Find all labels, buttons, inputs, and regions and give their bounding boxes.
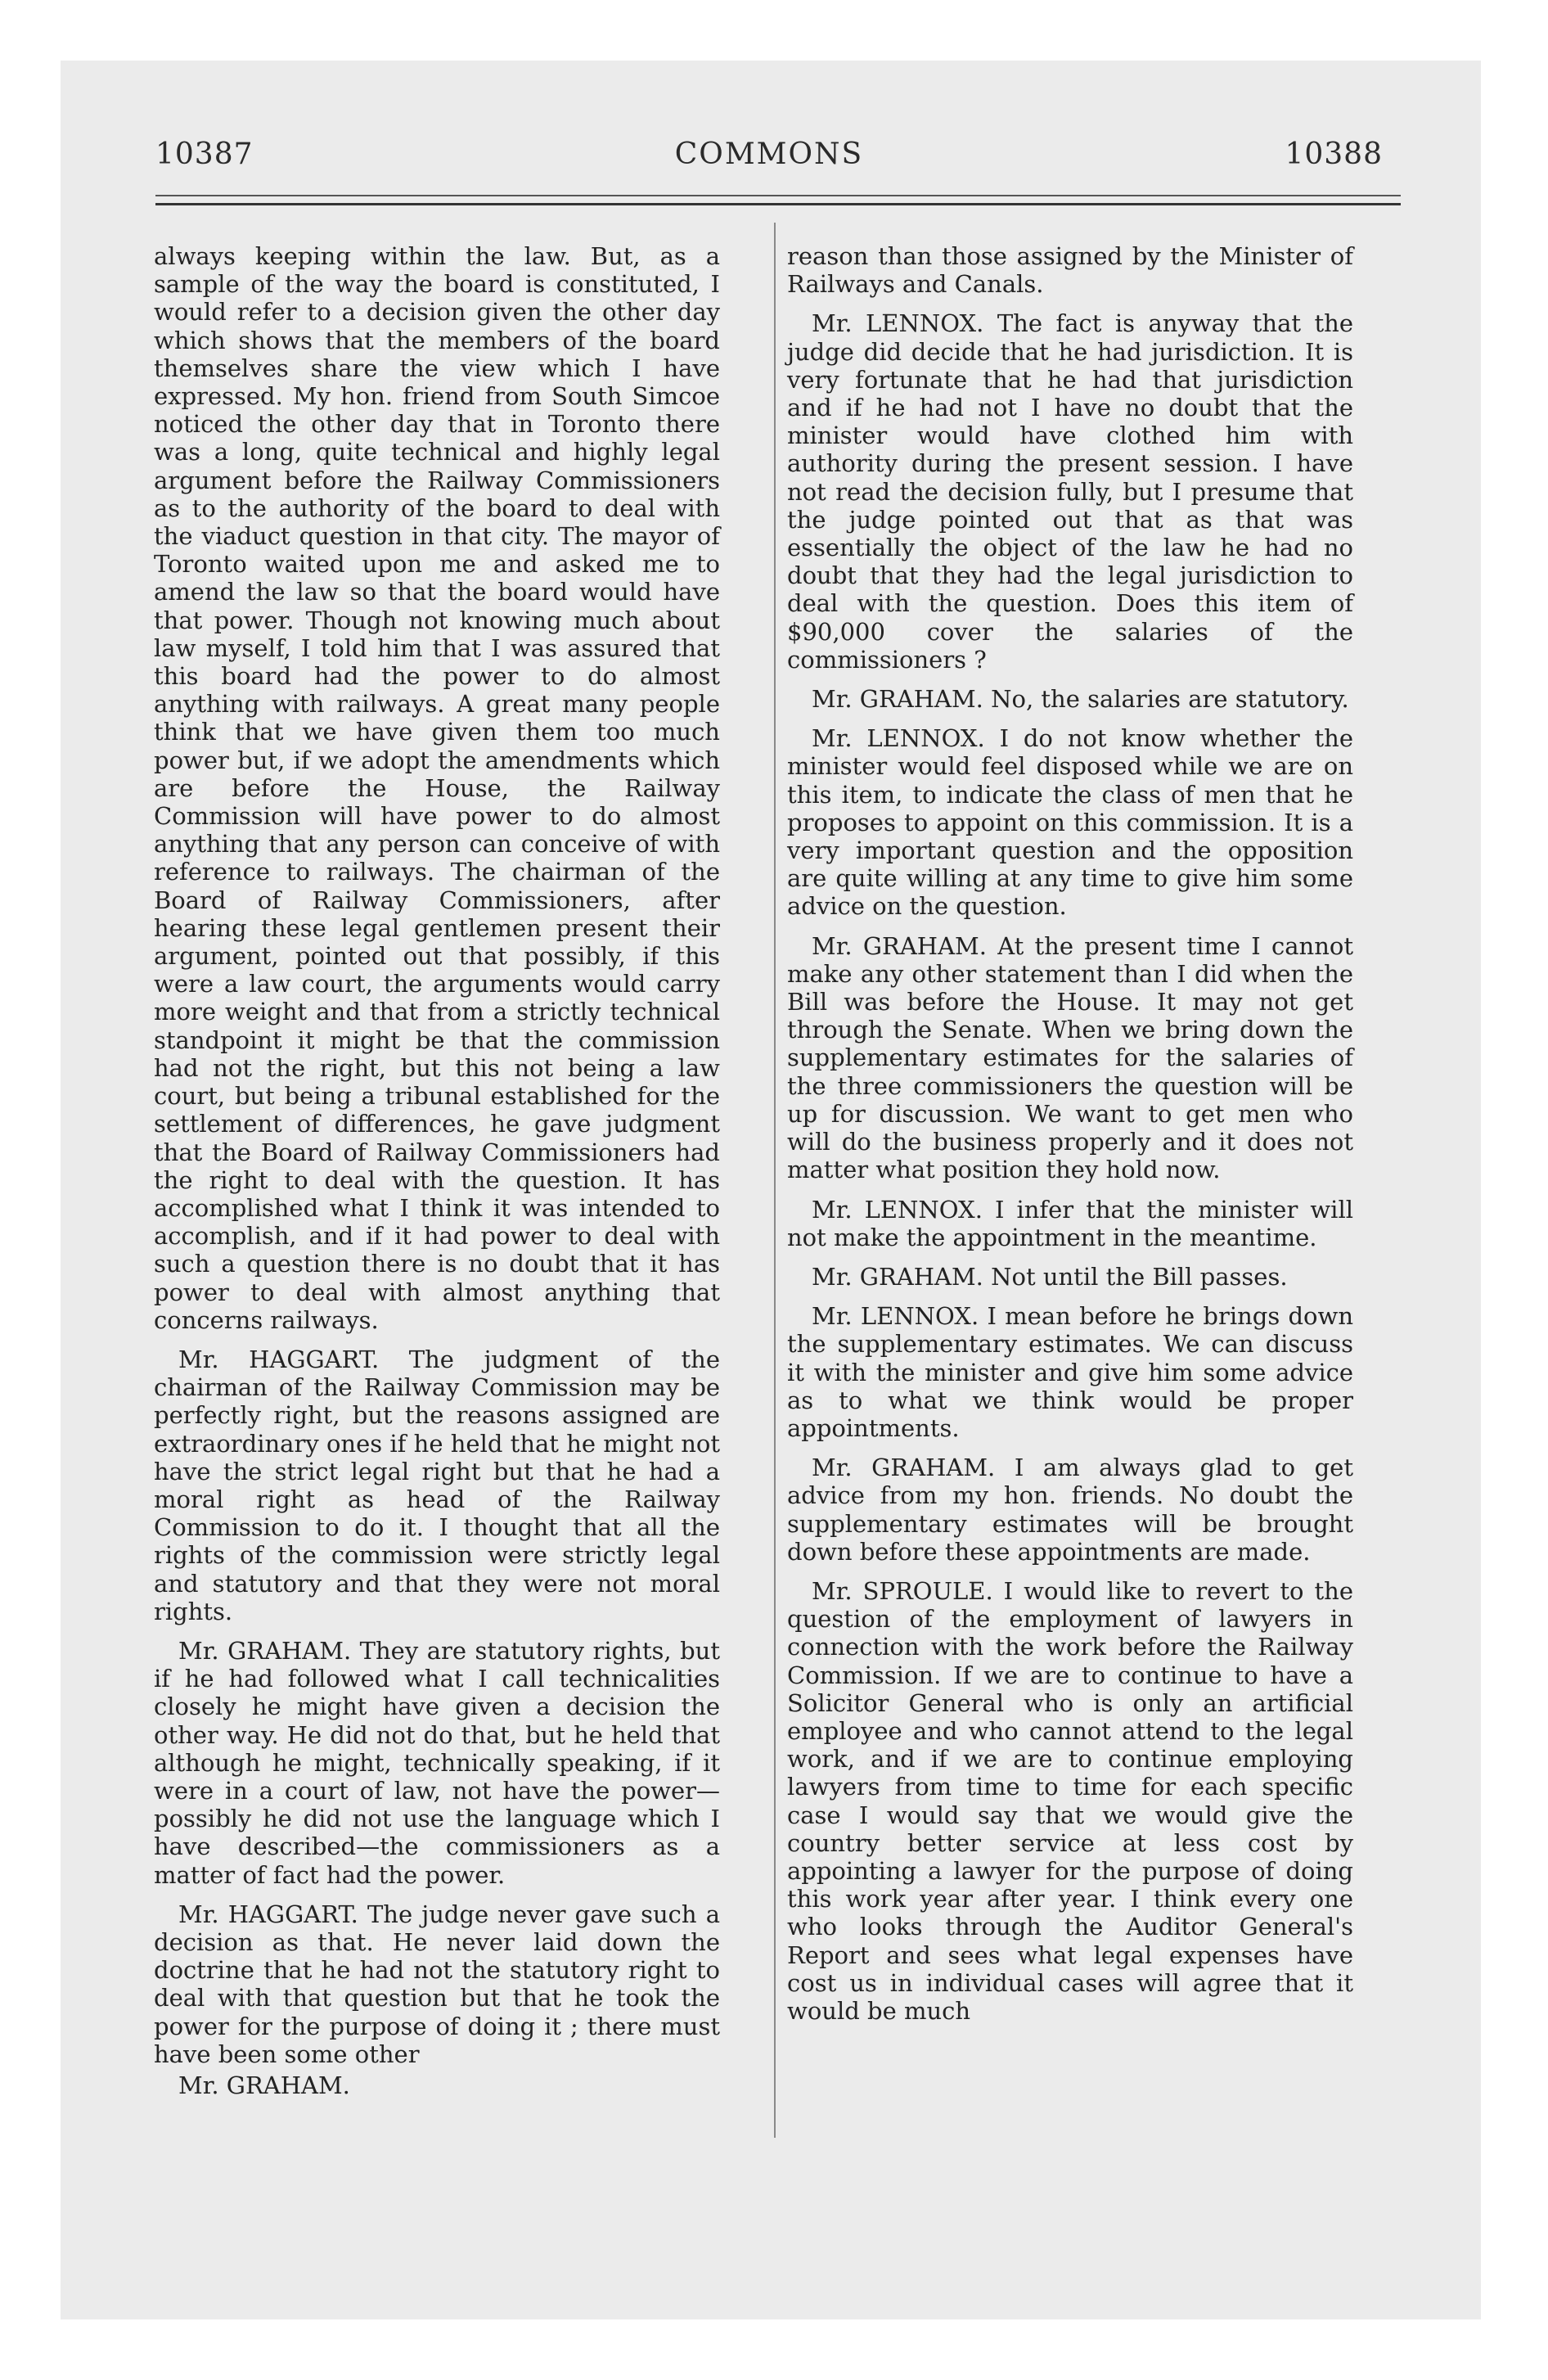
speaker-name: Mr. GRAHAM. xyxy=(812,931,987,960)
paragraph-text: I would like to revert to the question of the employment of lawyers in connection with the work before the Railway Commission. If we are to continue to have a Solicitor General who is only an artificial employee and who cannot attend to the legal work, and if we are to continue employing lawyers from time to time for each specific case I would say that we would give the country better service at less cost by appointing a lawyer for the purpose of doing this work year after year. I think every one who looks through the Auditor General's Report and sees what legal expenses have cost us in individual cases will agree that it would be much xyxy=(787,1576,1354,2025)
paragraph xyxy=(787,309,1353,674)
paragraph-text: The fact is anyway that the judge did decide that he had jurisdiction. It is very fortunate that he had that jurisdiction and if he had not I have no doubt that the minister would have clothed him with authority during the present session. I have not read the decision fully, but I presume that the judge pointed out that as that was essentially the object of the law he had no doubt that they had the legal jurisdiction to deal with the question. Does this item of $90,000 cover the salaries of the commissioners ? xyxy=(787,309,1353,674)
right-column xyxy=(787,242,1353,2036)
paragraph xyxy=(787,724,1353,920)
speaker-name: Mr. HAGGART. xyxy=(178,1900,358,1928)
paragraph xyxy=(787,1196,1353,1251)
column-footer xyxy=(154,2071,720,2099)
paragraph-text: No, the salaries are statutory. xyxy=(991,685,1349,714)
speaker-name: Mr. LENNOX. xyxy=(812,1302,979,1331)
paragraph xyxy=(787,1302,1353,1442)
page-header xyxy=(155,137,1383,178)
paragraph xyxy=(787,1577,1353,2025)
paragraph xyxy=(154,242,720,1334)
page-title: COMMONS xyxy=(674,137,864,171)
paragraph xyxy=(787,685,1353,713)
footer-speaker: Mr. GRAHAM. xyxy=(178,2071,350,2099)
paragraph xyxy=(154,1900,720,2068)
page-number-right: 10388 xyxy=(1285,137,1383,171)
paragraph-text: They are statutory rights, but if he had followed what I call technicalities closely he might have given a decision the other way. He did not do that, but he held that although he might, technically speaking, if it were in a court of law, not have the power—possibly he did not use the language which I have described—the commissioners as a matter of fact had the power. xyxy=(154,1636,720,1889)
paragraph-text: The judge never gave such a decision as that. He never laid down the doctrine that he had not the statutory right to deal with that question but that he took the power for the purpose of doing it ; there must have been some other xyxy=(154,1900,720,2068)
page-number-left: 10387 xyxy=(155,137,254,171)
speaker-name: Mr. LENNOX. xyxy=(812,724,985,753)
paragraph-text: I infer that the minister will not make the appointment in the meantime. xyxy=(787,1195,1353,1251)
speaker-name: Mr. GRAHAM. xyxy=(178,1636,352,1665)
speaker-name: Mr. GRAHAM. xyxy=(812,1454,996,1482)
speaker-name: Mr. SPROULE. xyxy=(812,1576,993,1605)
paragraph xyxy=(154,1637,720,1889)
paragraph-text: reason than those assigned by the Minister of Railways and Canals. xyxy=(787,242,1353,299)
paragraph xyxy=(787,242,1353,298)
speaker-name: Mr. GRAHAM. xyxy=(812,1262,983,1291)
header-rule-thick xyxy=(155,203,1401,205)
paragraph xyxy=(787,1454,1353,1566)
speaker-name: Mr. GRAHAM. xyxy=(812,685,983,714)
left-column xyxy=(154,242,720,2111)
paragraph xyxy=(787,1263,1353,1291)
paragraph-text: At the present time I cannot make any other statement than I did when the Bill was before the House. It may not get through the Senate. When we bring down the supplementary estimates for the salaries of the three commissioners the question will be up for discussion. We want to get men who will do the business properly and it does not matter what position they hold now. xyxy=(787,931,1354,1184)
column-divider xyxy=(774,223,776,2138)
speaker-name: Mr. HAGGART. xyxy=(178,1345,380,1373)
paragraph-text: I am always glad to get advice from my hon. friends. No doubt the supplementary estimates will be brought down before these appointments are made. xyxy=(787,1454,1353,1566)
paragraph xyxy=(787,932,1353,1184)
paragraph-text: always keeping within the law. But, as a sample of the way the board is constituted, I would refer to a decision given the other day which shows that the members of the board themselves share the view which I have expressed. My hon. friend from South Simcoe noticed the other day that in Toronto there was a long, quite technical and highly legal argument before the Railway Commissioners as to the authority of the board to deal with the viaduct question in that city. The mayor of Toronto waited upon me and asked me to amend the law so that the board would have that power. Though not knowing much about law myself, I told him that I was assured that this board had the power to do almost anything with railways. A great many people think that we have given them too much power but, if we adopt the amendments which are before the House, the Railway Commission will have power to do almost anything that any person can conceive of with reference to railways. The chairman of the Board of Railway Commissioners, after hearing these legal gentlemen present their argument, pointed out that possibly, if this were a law court, the arguments would carry more weight and that from a strictly technical standpoint it might be that the commission had not the right, but this not being a law court, but being a tribunal established for the settlement of differences, he gave judgment that the Board of Railway Commissioners had the right to deal with the question. It has accomplished what I think it was intended to accomplish, and if it had power to deal with such a question there is no doubt that it has power to deal with almost anything that concerns railways. xyxy=(154,242,720,1334)
speaker-name: Mr. LENNOX. xyxy=(812,1195,983,1224)
speaker-name: Mr. LENNOX. xyxy=(812,309,984,338)
header-rule xyxy=(155,195,1401,196)
paragraph xyxy=(154,1346,720,1625)
paragraph-text: The judgment of the chairman of the Railway Commission may be perfectly right, but the reasons assigned are extraordinary ones if he held that he might not have the strict legal right but that he had a moral right as head of the Railway Commission to do it. I thought that all the rights of the commission were strictly legal and statutory and that they were not moral rights. xyxy=(154,1345,721,1625)
paragraph-text: I do not know whether the minister would feel disposed while we are on this item, to indicate the class of men that he proposes to appoint on this commission. It is a very important question and the opposition are quite willing at any time to give him some advice on the question. xyxy=(787,724,1354,921)
paragraph-text: Not until the Bill passes. xyxy=(991,1262,1288,1291)
paragraph-text: I mean before he brings down the supplementary estimates. We can discuss it with the minister and give him some advice as to what we think would be proper appointments. xyxy=(787,1302,1354,1442)
